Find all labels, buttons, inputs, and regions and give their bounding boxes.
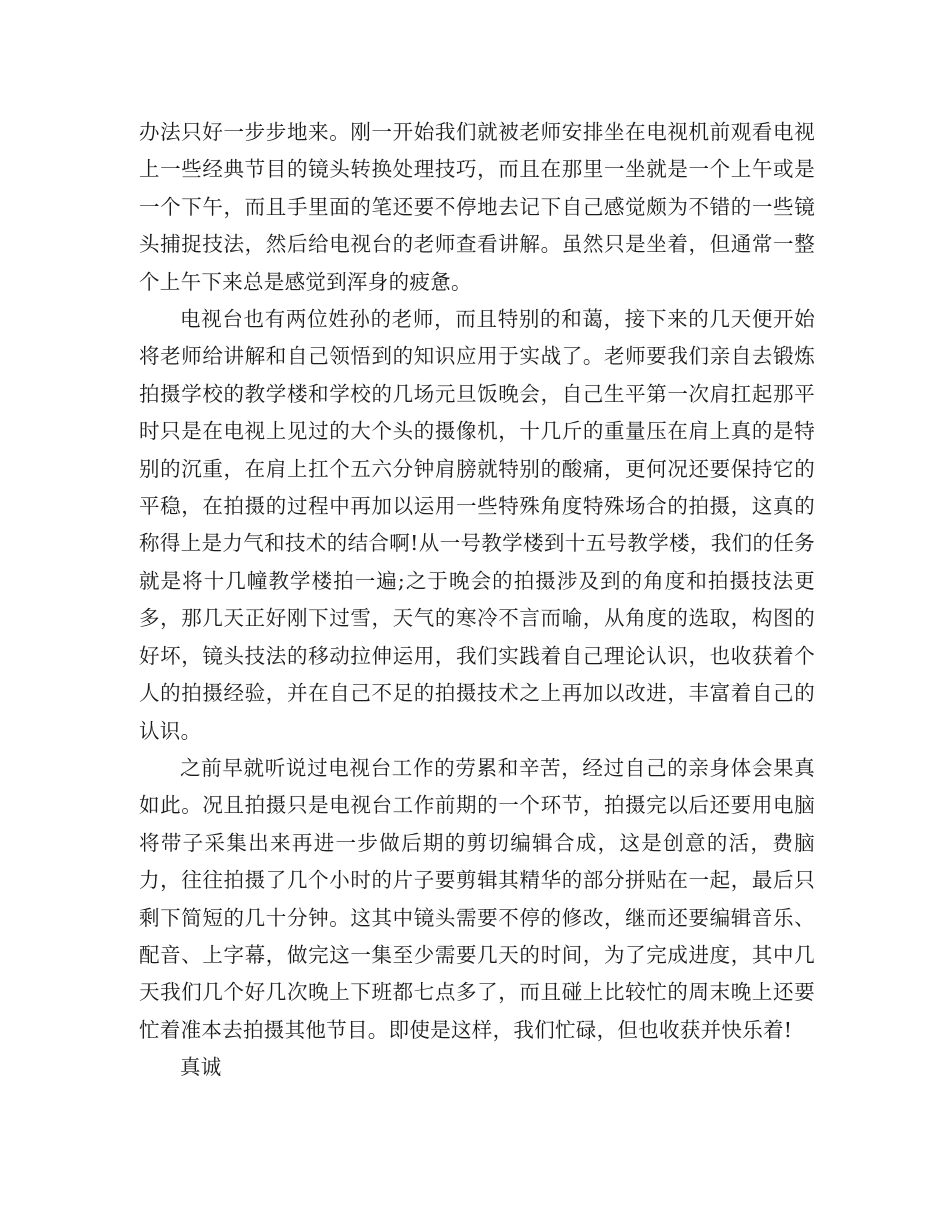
paragraph-2: 电视台也有两位姓孙的老师，而且特别的和蔼，接下来的几天便开始将老师给讲解和自己领悟到的知识应用于实战了。老师要我们亲自去锻炼拍摄学校的教学楼和学校的几场元旦饭晚会，自己生平第一次肩扛起那平时只是在电视上见过的大个头的摄像机，十几斤的重量压在肩上真的是特别的沉重，在肩上扛个五六分钟肩膀就特别的酸痛，更何况还要保持它的平稳，在拍摄的过程中再加以运用一些特殊角度特殊场合的拍摄，这真的称得上是力气和技术的结合啊!从一号教学楼到十五号教学楼，我们的任务就是将十几幢教学楼拍一遍;之于晚会的拍摄涉及到的角度和拍摄技法更多，那几天正好刚下过雪，天气的寒冷不言而喻，从角度的选取，构图的好坏，镜头技法的移动拉伸运用，我们实践着自己理论认识，也收获着个人的拍摄经验，并在自己不足的拍摄技术之上再加以改进，丰富着自己的认识。 xyxy=(139,307,815,743)
document-body xyxy=(139,114,815,1087)
paragraph-1: 办法只好一步步地来。刚一开始我们就被老师安排坐在电视机前观看电视上一些经典节目的镜头转换处理技巧，而且在那里一坐就是一个上午或是一个下午，而且手里面的笔还要不停地去记下自己感觉颇为不错的一些镜头捕捉技法，然后给电视台的老师查看讲解。虽然只是坐着，但通常一整个上午下来总是感觉到浑身的疲惫。 xyxy=(139,120,815,294)
paragraph-3: 之前早就听说过电视台工作的劳累和辛苦，经过自己的亲身体会果真如此。况且拍摄只是电视台工作前期的一个环节，拍摄完以后还要用电脑将带子采集出来再进一步做后期的剪切编辑合成，这是创意的活，费脑力，往往拍摄了几个小时的片子要剪辑其精华的部分拼贴在一起，最后只剩下简短的几十分钟。这其中镜头需要不停的修改，继而还要编辑音乐、配音、上字幕，做完这一集至少需要几天的时间，为了完成进度，其中几天我们几个好几次晚上下班都七点多了，而且碰上比较忙的周末晚上还要忙着准本去拍摄其他节目。即使是这样，我们忙碌，但也收获并快乐着! xyxy=(139,755,815,1042)
paragraph-4: 真诚 xyxy=(180,1055,222,1080)
